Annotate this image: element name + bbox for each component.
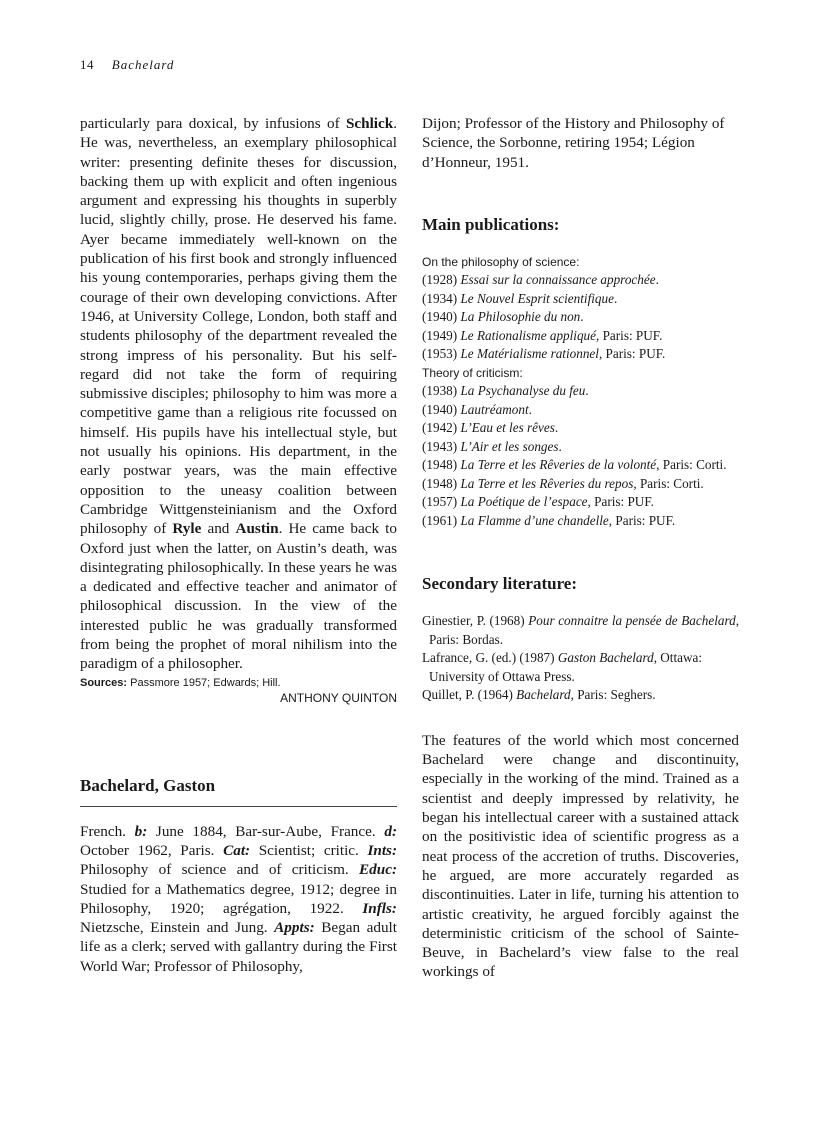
- page-number: 14: [80, 57, 94, 72]
- lit-item: Quillet, P. (1964) Bachelard, Paris: Seghers.: [422, 687, 656, 703]
- pub-item: (1961) La Flamme d’une chandelle, Paris: PUF.: [422, 512, 676, 528]
- sources-line: Sources: Passmore 1957; Edwards; Hill.: [80, 676, 281, 689]
- lit-item: Ginestier, P. (1968) Pour connaitre la pensée de Bachelard, Paris: Bordas.: [422, 613, 739, 647]
- bachelard-essay: The features of the world which most concerned Bachelard were change and discontinuity, especially in the working of the mind. Trained as a scientist and deeply impressed by relativity, he began his intellectual career with a sustained attack on the positivistic idea of scientific progress as a neat process of the accretion of truths. Discoveries, he argued, are more accurately regarded as discontinuities. Later in life, turning his attention to artistic creativity, he argued forcibly against the deterministic criticism of the school of Sainte-Beuve, in Bachelard’s view false to the real workings of: [422, 731, 739, 981]
- pub-category: On the philosophy of science:: [422, 254, 580, 269]
- running-header: [80, 57, 174, 73]
- pub-category: Theory of criticism:: [422, 365, 523, 380]
- pub-item: (1953) Le Matérialisme rationnel, Paris: PUF.: [422, 346, 666, 362]
- pub-item: (1942) L’Eau et les rêves.: [422, 420, 559, 436]
- pub-item: (1940) La Philosophie du non.: [422, 309, 584, 325]
- pub-item: (1943) L’Air et les songes.: [422, 438, 562, 454]
- pub-item: (1948) La Terre et les Rêveries du repos, Paris: Corti.: [422, 475, 704, 491]
- secondary-literature-list: [422, 612, 739, 705]
- pub-item: (1948) La Terre et les Rêveries de la volonté, Paris: Corti.: [422, 457, 727, 473]
- right-column: [422, 114, 739, 982]
- secondary-literature-heading: Secondary literature:: [422, 574, 578, 594]
- pub-item: (1940) Lautréamont.: [422, 401, 532, 417]
- left-column: [80, 114, 397, 976]
- pub-item: (1957) La Poétique de l’espace, Paris: PUF.: [422, 494, 654, 510]
- lit-item: Lafrance, G. (ed.) (1987) Gaston Bachelard, Ottawa: University of Ottawa Press.: [422, 650, 703, 684]
- quinton-body: particularly para doxical, by infusions of Schlick. He was, nevertheless, an exemplary philosophical writer: presenting definite theses for discussion, backing them up with explicit and often ingenious argument and expressing his thoughts in superbly lucid, slightly chilly, prose. He deserved his fame. Ayer became immediately well-known on the publication of his first book and strongly influenced his young contemporaries, perhaps giving them the courage of their own developing convictions. After 1946, at University College, London, both staff and students philosophy of the department revealed the strong impress of his personality. But his self-regard did not take the form of requiring submissive disciples; philosophy to him was more a competitive game than a religious rite focussed on himself. His pupils have his intellectual style, but not usually his opinions. His department, in the early postwar years, was the main effective opposition to the uneasy coalition between Cambridge Wittgensteinianism and the Oxford philosophy of Ryle and Austin. He came back to Oxford just when the latter, on Austin’s death, was disintegrating philosophically. In these years he was a dedicated and effective teacher and animator of philosophical discussion. In the view of the interested public he was gradually transformed from being the prophet of moral nihilism into the paradigm of a philosopher.: [80, 115, 397, 673]
- bachelard-bio: French. b: June 1884, Bar-sur-Aube, France. d: October 1962, Paris. Cat: Scientist; critic. Ints: Philosophy of science and of criticism. Educ: Studied for a Mathematics degree, 1912; degree in Philosophy, 1920; agrégation, 1922. Infls: Nietzsche, Einstein and Jung. Appts: Began adult life as a clerk; served with gallantry during the First World War; Professor of Philosophy,: [80, 822, 398, 975]
- running-title: Bachelard: [111, 57, 175, 72]
- entry-title: Bachelard, Gaston: [80, 775, 216, 795]
- author-signature: ANTHONY QUINTON: [280, 690, 397, 705]
- main-publications-heading: Main publications:: [422, 214, 560, 234]
- bio-continued: Dijon; Professor of the History and Philosophy of Science, the Sorbonne, retiring 1954; Légion d’Honneur, 1951.: [422, 115, 725, 171]
- pub-item: (1938) La Psychanalyse du feu.: [422, 383, 589, 399]
- pub-item: (1934) Le Nouvel Esprit scientifique.: [422, 290, 618, 306]
- main-publications-list: [422, 253, 739, 531]
- pub-item: (1949) Le Rationalisme appliqué, Paris: PUF.: [422, 327, 663, 343]
- pub-item: (1928) Essai sur la connaissance approchée.: [422, 272, 659, 288]
